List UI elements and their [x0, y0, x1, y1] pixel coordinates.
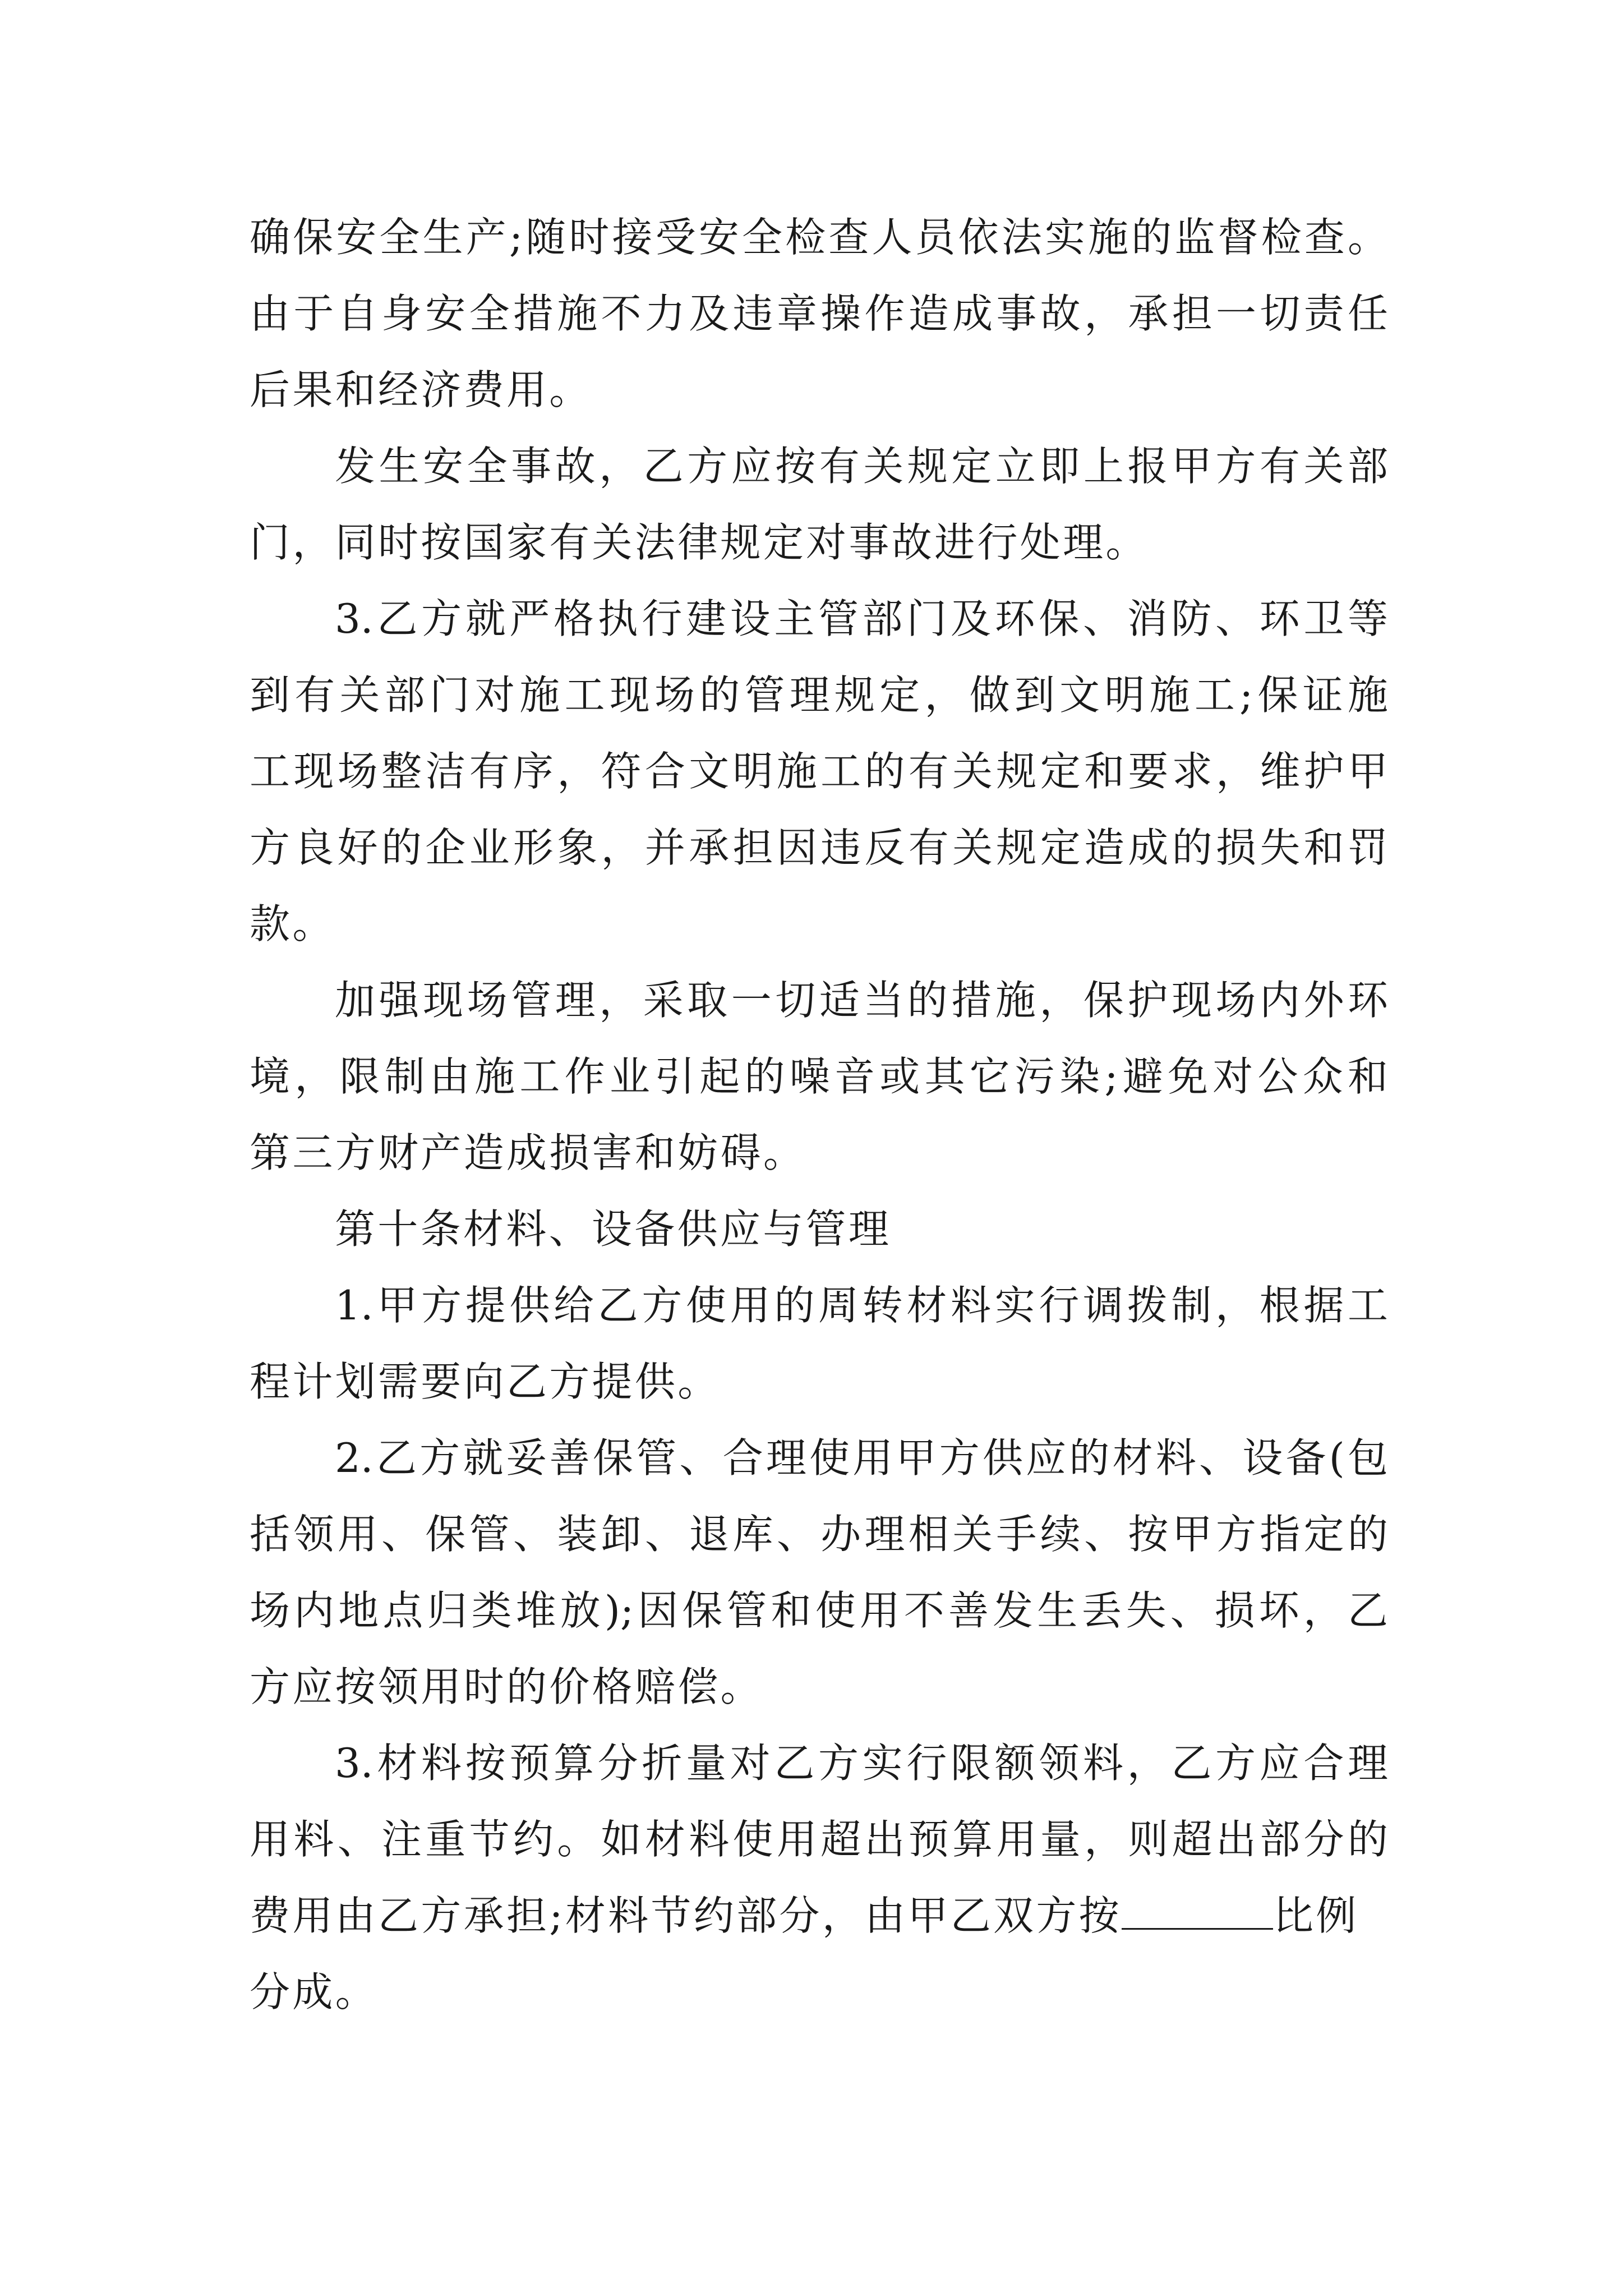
text-line: 到有关部门对施工现场的管理规定，做到文明施工;保证施 — [250, 671, 1388, 719]
text-line: 门，同时按国家有关法律规定对事故进行处理。 — [250, 519, 1149, 566]
text-line: 分成。 — [250, 1968, 378, 2016]
text-line: 工现场整洁有序，符合文明施工的有关规定和要求，维护甲 — [250, 748, 1388, 795]
text-line: 加强现场管理，采取一切适当的措施，保护现场内外环 — [335, 977, 1388, 1024]
text-line: 场内地点归类堆放);因保管和使用不善发生丢失、损坏，乙 — [250, 1587, 1388, 1634]
text-line: 由于自身安全措施不力及违章操作造成事故，承担一切责任 — [250, 290, 1388, 337]
text-line: 第三方财产造成损害和妨碍。 — [250, 1129, 806, 1176]
text-line: 2.乙方就妥善保管、合理使用甲方供应的材料、设备(包 — [335, 1434, 1388, 1481]
text-line: 后果和经济费用。 — [250, 366, 592, 413]
text-line — [250, 1878, 1388, 1954]
fill-in-blank — [1122, 1897, 1273, 1930]
document-body — [250, 199, 1388, 2030]
text-line: 方良好的企业形象，并承担因违反有关规定造成的损失和罚 — [250, 824, 1388, 871]
text-line: 发生安全事故，乙方应按有关规定立即上报甲方有关部 — [335, 443, 1388, 490]
text-line: 境，限制由施工作业引起的噪音或其它污染;避免对公众和 — [250, 1053, 1388, 1100]
text-line: 用料、注重节约。如材料使用超出预算用量，则超出部分的 — [250, 1816, 1388, 1863]
text-line: 确保安全生产;随时接受安全检查人员依法实施的监督检查。 — [250, 214, 1388, 261]
text-segment: 比例 — [1272, 1892, 1359, 1939]
text-line: 款。 — [250, 900, 335, 947]
text-line: 程计划需要向乙方提供。 — [250, 1358, 721, 1405]
text-line: 3.乙方就严格执行建设主管部门及环保、消防、环卫等 — [335, 595, 1388, 642]
text-line: 方应按领用时的价格赔偿。 — [250, 1663, 763, 1710]
text-line: 3.材料按预算分折量对乙方实行限额领料，乙方应合理 — [335, 1740, 1388, 1787]
text-segment: 费用由乙方承担;材料节约部分，由甲乙双方按 — [250, 1892, 1122, 1939]
section-heading: 第十条材料、设备供应与管理 — [335, 1205, 892, 1253]
text-line: 括领用、保管、装卸、退库、办理相关手续、按甲方指定的 — [250, 1511, 1388, 1558]
text-line: 1.甲方提供给乙方使用的周转材料实行调拨制，根据工 — [335, 1282, 1388, 1329]
